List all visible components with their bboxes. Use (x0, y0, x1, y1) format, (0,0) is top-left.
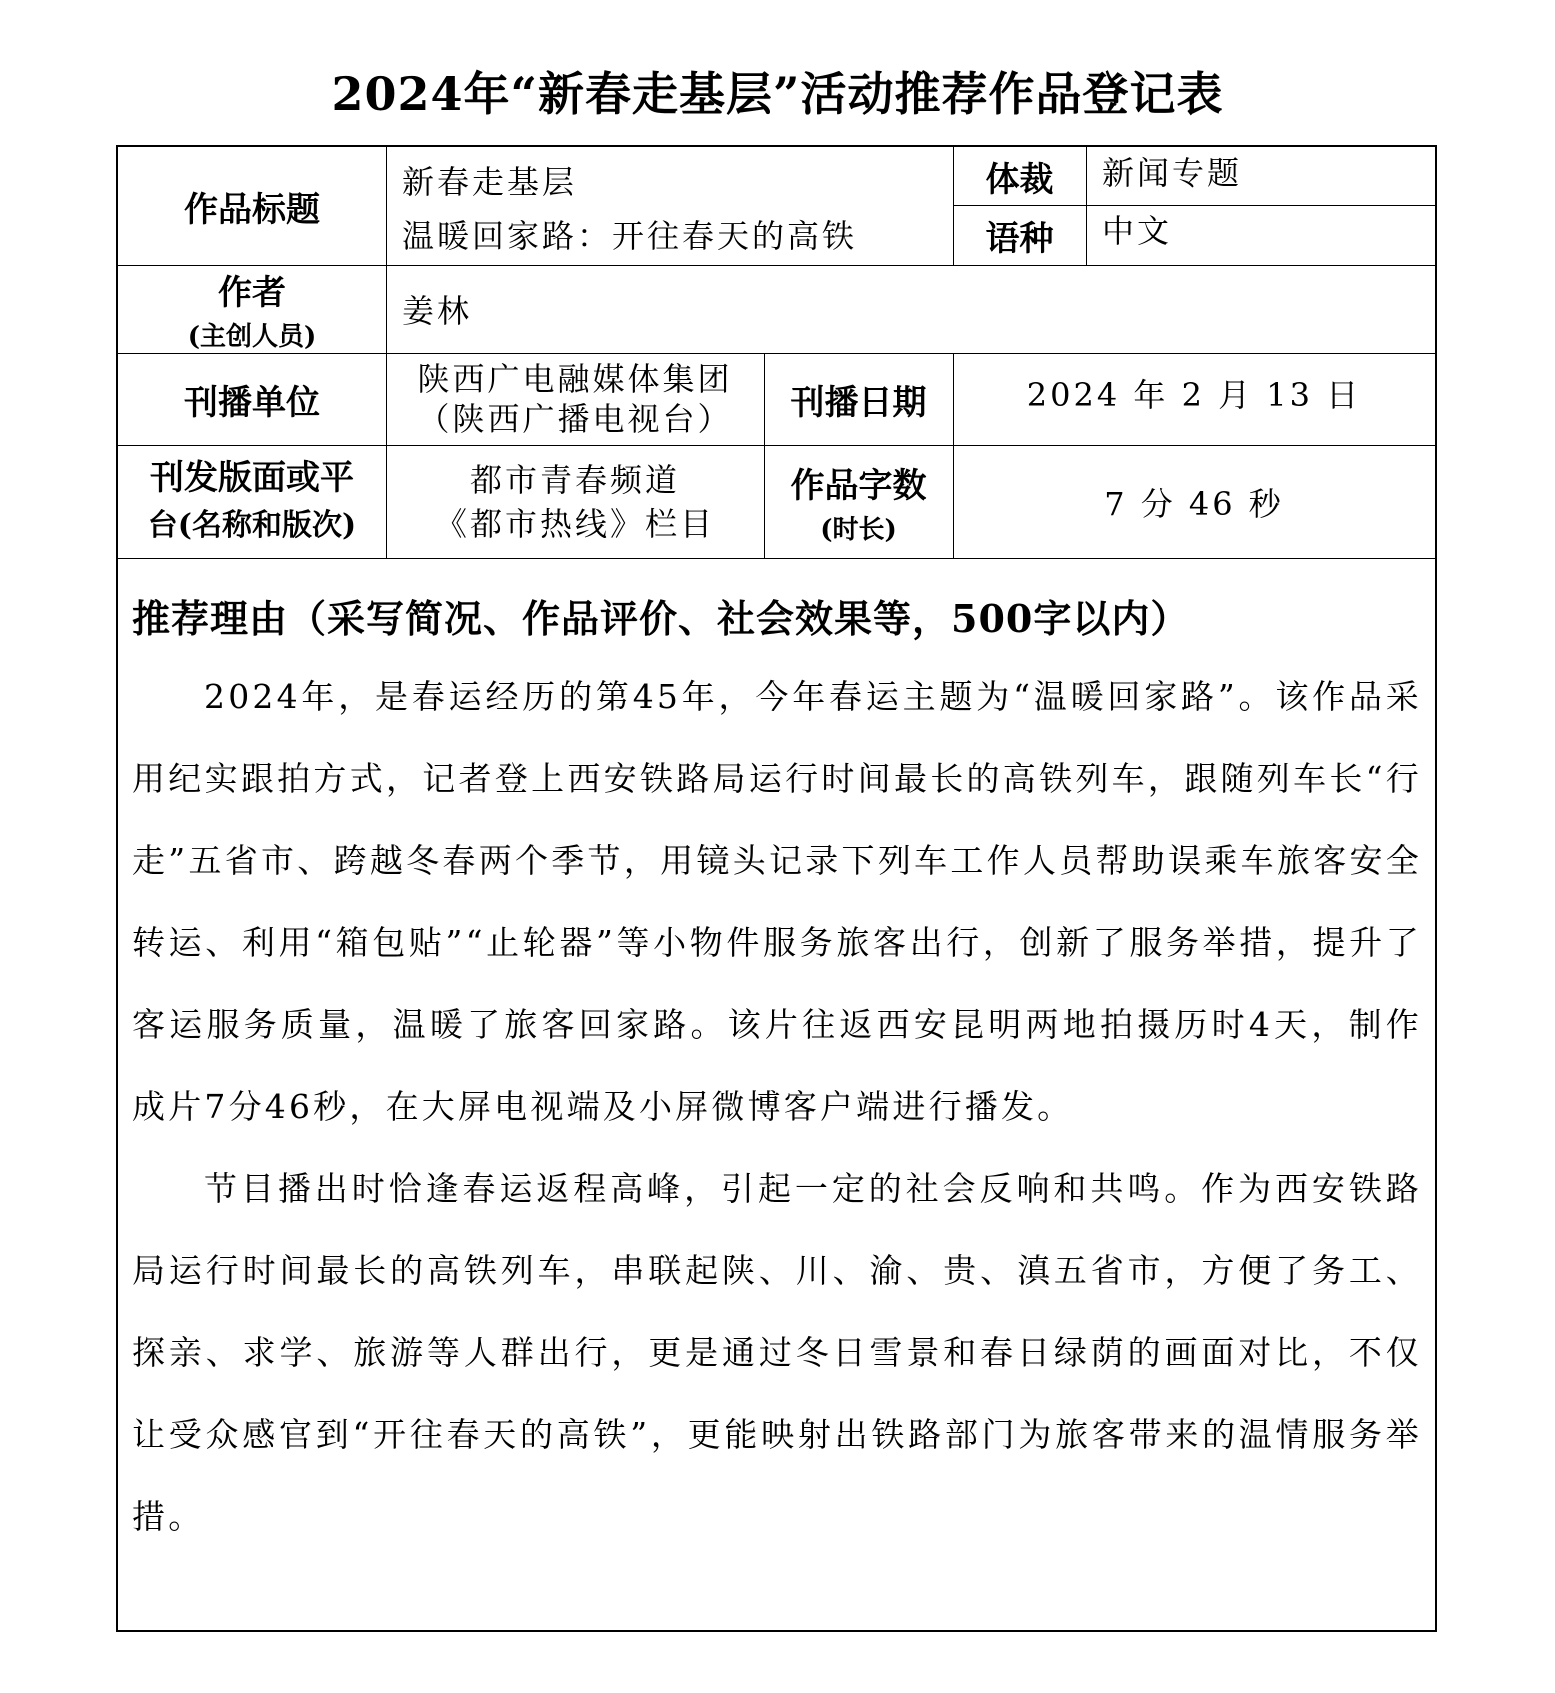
duration-label-text: 作品字数 (790, 465, 927, 506)
publish-date-value-text: 2024 年 2 月 13 日 (1026, 376, 1362, 414)
publisher-value (386, 353, 764, 445)
language-value-text: 中文 (1102, 212, 1173, 250)
author-label-text: 作者 (218, 273, 286, 313)
reason-heading: 推荐理由（采写简况、作品评价、社会效果等，500字以内） (132, 596, 1190, 641)
language-label-text: 语种 (985, 218, 1054, 259)
reason-section (118, 558, 1435, 1630)
reason-body (132, 656, 1422, 1558)
publisher-line1: 陕西广电融媒体集团 (417, 360, 733, 398)
genre-label-text: 体裁 (985, 159, 1054, 200)
platform-label-line1: 刊发版面或平 (150, 457, 354, 498)
genre-label (953, 147, 1086, 205)
publish-date-value (953, 347, 1435, 439)
author-value (386, 265, 1435, 353)
genre-value-text: 新闻专题 (1102, 154, 1243, 192)
author-label (118, 265, 386, 353)
genre-value (1086, 153, 1435, 205)
platform-value (386, 445, 764, 558)
work-title-line1: 新春走基层 (402, 163, 578, 201)
language-label (953, 205, 1086, 265)
author-value-text: 姜林 (402, 292, 473, 330)
reason-paragraph: 节目播出时恰逢春运返程高峰，引起一定的社会反响和共鸣。作为西安铁路局运行时间最长的高铁列车，串联起陕、川、渝、贵、滇五省市，方便了务工、探亲、求学、旅游等人群出行，更是通过冬日雪景和春日绿荫的画面对比，不仅让受众感官到“开往春天的高铁”，更能映射出铁路部门为旅客带来的温情服务举措。 (132, 1169, 1422, 1536)
work-title-label-text: 作品标题 (184, 189, 320, 230)
platform-line2: 《都市热线》栏目 (434, 504, 715, 543)
publisher-label (118, 353, 386, 445)
duration-value (953, 445, 1435, 558)
publisher-line2: （陕西广播电视台） (417, 400, 733, 438)
publish-date-label (764, 353, 953, 445)
work-title-line2: 温暖回家路：开往春天的高铁 (402, 217, 858, 255)
work-title-label (118, 147, 386, 265)
registration-form (116, 145, 1437, 1632)
duration-label (764, 445, 953, 558)
language-value (1086, 211, 1435, 263)
platform-line1: 都市青春频道 (469, 460, 680, 499)
author-label-sub: (主创人员) (187, 322, 317, 352)
platform-label (118, 445, 386, 558)
duration-value-text: 7 分 46 秒 (1104, 484, 1284, 523)
platform-label-line2: 台(名称和版次) (147, 507, 357, 543)
publisher-label-text: 刊播单位 (184, 382, 320, 423)
page-title: 2024年“新春走基层”活动推荐作品登记表 (331, 67, 1224, 121)
duration-label-sub: (时长) (820, 514, 897, 545)
work-title-value (386, 155, 953, 265)
publish-date-label-text: 刊播日期 (790, 382, 927, 423)
reason-paragraph: 2024年，是春运经历的第45年，今年春运主题为“温暖回家路”。该作品采用纪实跟拍方式，记者登上西安铁路局运行时间最长的高铁列车，跟随列车长“行走”五省市、跨越冬春两个季节，用镜头记录下列车工作人员帮助误乘车旅客安全转运、利用“箱包贴”“止轮器”等小物件服务旅客出行，创新了服务举措，提升了客运服务质量，温暖了旅客回家路。该片往返西安昆明两地拍摄历时4天，制作成片7分46秒，在大屏电视端及小屏微博客户端进行播发。 (132, 677, 1422, 1126)
